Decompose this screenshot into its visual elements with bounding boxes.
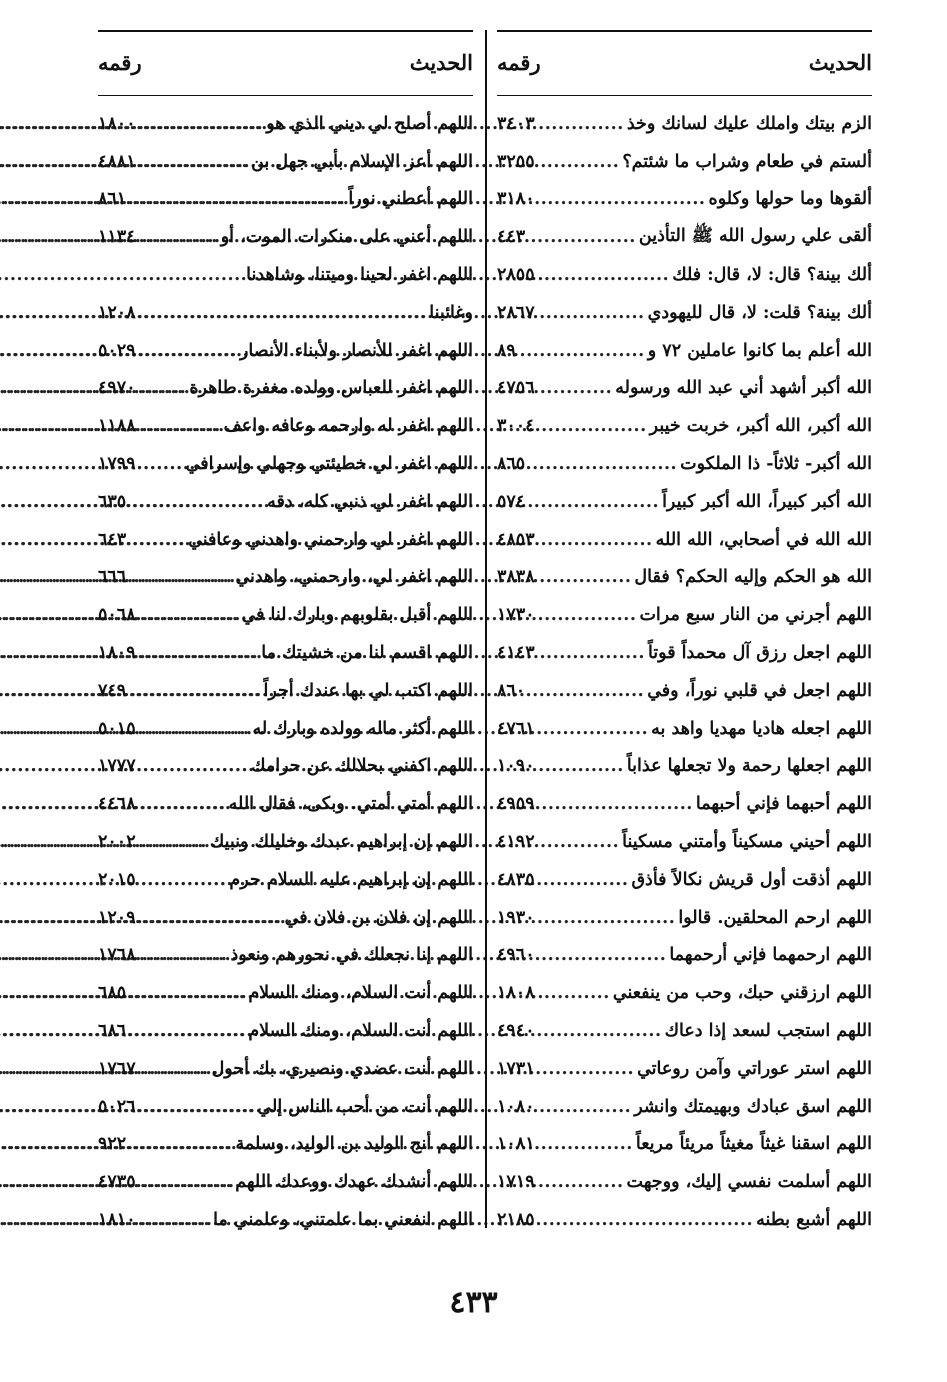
entry-number: ١١٣٤ (98, 227, 136, 248)
entry-number: ٨٩ (497, 340, 516, 361)
entry-number: ٦٨٦ (98, 1021, 127, 1042)
leader-dots (538, 1134, 633, 1154)
index-entry (98, 521, 473, 559)
entry-number: ١٧٣٠ (497, 605, 535, 626)
index-entry (98, 559, 473, 597)
index-entry (497, 861, 872, 899)
entry-number: ٤١٩٢ (497, 832, 535, 853)
entry-number: ١٧٧٧ (98, 756, 136, 777)
entry-number: ٨٦١ (98, 189, 127, 210)
index-entry (497, 785, 872, 823)
index-entry (98, 672, 473, 710)
leader-dots (519, 341, 645, 361)
entry-text: اللهم أعني على منكرات الموت، أو (220, 227, 473, 248)
entry-text: اللهم اقسم لنا من خشيتك ما (261, 643, 473, 664)
entry-number: ٢٨٦٧ (497, 302, 535, 323)
entry-text: الزم بيتك واملك عليك لسانك وخذ (626, 113, 872, 134)
entry-text: اللهم أمتي أمتي. وبكى، فقال الله (228, 794, 473, 815)
entry-text: اللهم إن إبراهيم عبدك وخليلك ونبيك (209, 832, 473, 853)
index-entry (98, 748, 473, 786)
index-entry (497, 937, 872, 975)
index-entry (98, 181, 473, 219)
entry-text: ألك بينة؟ قلت: لا، قال لليهودي (647, 302, 872, 323)
index-entry (98, 596, 473, 634)
leader-dots (139, 832, 207, 852)
entry-text: ألك بينة؟ قال: لا، قال: فلك (672, 265, 872, 286)
entry-number: ٣٢٥٥ (497, 151, 535, 172)
entry-number: ٤١٤٣ (497, 643, 535, 664)
leader-dots (139, 945, 228, 965)
entry-text: اللهم ارحم المحلقين. قالوا (678, 907, 872, 928)
leader-dots (139, 152, 248, 172)
leader-dots (538, 1210, 753, 1230)
leader-dots (538, 189, 706, 209)
column-divider (485, 30, 487, 1228)
leader-dots (139, 1210, 210, 1230)
entry-number: ٨٦٠ (497, 680, 526, 701)
entry-number: ٤٩٥٩ (497, 794, 535, 815)
entry-text: اللهم أنت من أحب الناس إلي (257, 1096, 473, 1117)
index-entry (497, 1163, 872, 1201)
entry-text: اللهم إن فلان بن فلان في (284, 907, 473, 928)
leader-dots (528, 492, 659, 512)
leader-dots (538, 1097, 632, 1117)
top-rule (98, 30, 473, 32)
entry-text: اللهم أنت السلام، ومنك السلام (248, 983, 473, 1004)
leader-dots (139, 643, 259, 663)
entry-number: ٤٨٥٣ (497, 529, 535, 550)
leader-dots (538, 378, 613, 398)
entry-number: ١٢٠٨ (98, 302, 136, 323)
leader-dots (538, 567, 632, 587)
leader-dots (139, 341, 237, 361)
index-entry (98, 218, 473, 256)
entry-number: ٢٨٥٥ (497, 265, 535, 286)
leader-dots (538, 719, 649, 739)
entry-text: الله أعلم بما كانوا عاملين ٧٢ و (647, 340, 872, 361)
header-hadith: الحديث (808, 49, 872, 75)
leader-dots (538, 794, 693, 814)
leader-dots (129, 983, 245, 1003)
entry-text: اللهم أعطني نوراً (348, 189, 473, 210)
entry-number: ٣٠٠٤ (497, 416, 535, 437)
entry-text: ألقى علي رسول الله ﷺ التأذين (638, 226, 872, 247)
page-number: ٤٣٣ (449, 1285, 498, 1320)
leader-dots (129, 189, 345, 209)
index-entry (98, 445, 473, 483)
leader-dots (538, 870, 629, 890)
index-entry (98, 823, 473, 861)
index-entry (98, 1088, 473, 1126)
entry-text: اللهم أسلمت نفسي إليك، ووجهت (626, 1172, 872, 1193)
entry-text: اللهم اكتب لي بها عندك أجراً (263, 680, 473, 701)
entry-text: اللهم اغفر لي وارحمني واهدني وعافني (188, 529, 473, 550)
entry-number: ١٨٠٠ (98, 113, 136, 134)
leader-dots (139, 454, 183, 474)
entry-text: اللهم إن إبراهيم عليه السلام حرم (229, 869, 473, 890)
entry-text: اللهم أقبل بقلوبهم وبارك لنا في (241, 605, 473, 626)
entry-text: اللهم أذقت أول قريش نكالاً فأذق (631, 869, 872, 890)
leader-dots (139, 1172, 233, 1192)
index-entry (98, 1163, 473, 1201)
entry-number: ٤٩٤٠ (497, 1021, 535, 1042)
entry-number: ٤٨٨١ (98, 151, 136, 172)
leader-dots (129, 681, 260, 701)
entry-text: اللهم انفعني بما علمتني، وعلمني ما (213, 1210, 473, 1230)
entry-number: ٨٦٥ (497, 454, 526, 475)
entry-text: الله أكبر- ثلاثاً- ذا الملكوت (680, 454, 872, 475)
entry-text: اللهم اغفر لي، وارحمني، واهدني (235, 567, 473, 588)
entry-number: ٤٧٦١ (497, 718, 535, 739)
entry-number: ١٠٨١ (497, 1134, 535, 1155)
entry-number: ٣٤٠٣ (497, 113, 535, 134)
entry-number: ٤٤٦٨ (98, 794, 136, 815)
index-entry (497, 294, 872, 332)
index-entry (497, 1201, 872, 1239)
index-entry (497, 974, 872, 1012)
entry-text: اللهم أنت السلام، ومنك السلام (248, 1021, 473, 1042)
index-entry (98, 1012, 473, 1050)
index-entry (497, 559, 872, 597)
index-entry (497, 1088, 872, 1126)
entry-text: اللهم أنج الوليد بن الوليد، وسلمة (235, 1134, 473, 1155)
index-entry (98, 294, 473, 332)
leader-dots (139, 1059, 209, 1079)
leader-dots (129, 492, 264, 512)
leader-dots (538, 265, 670, 285)
leader-dots (139, 908, 282, 928)
entry-number: ١٧٦٨ (98, 945, 136, 966)
header-rule (98, 95, 473, 96)
index-entry (497, 105, 872, 143)
entry-number: ١٨١٠ (98, 1210, 136, 1230)
entry-list (98, 105, 473, 1239)
index-entry (98, 1201, 473, 1239)
entry-text: اللهم أنشدك عهدك ووعدك اللهم (235, 1172, 473, 1193)
entry-number: ١٢٠٩ (98, 907, 136, 928)
index-entry (98, 785, 473, 823)
leader-dots (139, 756, 248, 776)
leader-dots (129, 1134, 232, 1154)
header-hadith: الحديث (409, 49, 473, 75)
entry-text: وغائبنا (429, 302, 473, 323)
leader-dots (538, 114, 624, 134)
entry-number: ١٩٣٠ (497, 907, 535, 928)
entry-number: ١٧١٩ (497, 1172, 535, 1193)
entry-text: اللهم اغفر لي خطيئتي وجهلي وإسرافي (185, 454, 473, 475)
entry-number: ١٧٣١ (497, 1058, 535, 1079)
leader-dots (538, 605, 637, 625)
leader-dots (538, 643, 645, 663)
leader-dots (139, 870, 227, 890)
leader-dots (139, 794, 226, 814)
leader-dots (538, 945, 667, 965)
index-entry (497, 672, 872, 710)
entry-text: الله أكبر كبيراً، الله أكبر كبيراً (662, 491, 872, 512)
entry-number: ٦٤٣ (98, 529, 127, 550)
entry-text: اللهم اغفر للأنصار ولأبناء الأنصار (239, 340, 473, 361)
leader-dots (528, 681, 644, 701)
entry-number: ١٧٦٧ (98, 1058, 136, 1079)
leader-dots (538, 530, 653, 550)
entry-number: ٤٨٣٥ (497, 869, 535, 890)
entry-number: ٥٠١٥ (98, 718, 136, 739)
entry-text: الله أكبر، الله أكبر، خربت خيبر (649, 416, 872, 437)
entry-text: اللهم اغفر لي ذنبي كله، دقه (267, 491, 473, 512)
entry-number: ٣٨٣٨ (497, 567, 535, 588)
index-entry (98, 710, 473, 748)
entry-text: اللهم أصلح لي ديني الذي هو (266, 113, 473, 134)
entry-text: اللهم أكثر ماله وولده وبارك له (252, 718, 473, 739)
index-entry (497, 710, 872, 748)
leader-dots (538, 1021, 662, 1041)
entry-number: ٤٩٦٠ (497, 945, 535, 966)
entry-number: ١٨٠٩ (98, 643, 136, 664)
index-entry (497, 332, 872, 370)
entry-text: اللهم اكفني بحلالك عن حرامك (251, 756, 473, 777)
index-entry (497, 407, 872, 445)
index-entry (497, 445, 872, 483)
entry-text: اللهم ارحمهما فإني أرحمهما (669, 945, 872, 966)
entry-text: الله أكبر أشهد أني عبد الله ورسوله (615, 378, 872, 399)
leader-dots (538, 756, 624, 776)
index-entry (98, 143, 473, 181)
entry-text: اللهم ارزقني حبك، وحب من ينفعني (612, 983, 872, 1004)
header-number: رقمه (98, 49, 142, 75)
entry-number: ٦٨٥ (98, 983, 127, 1004)
index-entry (497, 899, 872, 937)
entry-number: ٤٤٣ (497, 227, 526, 248)
entry-text: اللهم اجعله هاديا مهديا واهد به (651, 718, 872, 739)
entry-text: اللهم أنت عضدي ونصيري، بك أحول (211, 1058, 473, 1079)
entry-text: اللهم أحيني مسكيناً وأمتني مسكيناً (622, 832, 872, 853)
entry-text: ألستم في طعام وشراب ما شئتم؟ (622, 151, 872, 172)
entry-number: ٣١٨٠ (497, 189, 535, 210)
index-entry (98, 256, 473, 294)
entry-text: اللهم استجب لسعد إذا دعاك (664, 1021, 872, 1042)
leader-dots (538, 303, 645, 323)
index-entry (98, 634, 473, 672)
entry-text: ألقوها وما حولها وكلوه (708, 189, 872, 210)
leader-dots (139, 1097, 255, 1117)
entry-number: ٥٧٤ (497, 491, 526, 512)
leader-dots (538, 416, 647, 436)
index-entry (98, 1126, 473, 1164)
leader-dots (129, 530, 185, 550)
entry-number: ١٨٠٨ (497, 983, 535, 1004)
index-entry (98, 937, 473, 975)
entry-number: ٦٦٦ (98, 567, 127, 588)
entry-number: ٥٠٢٩ (98, 340, 136, 361)
index-entry (497, 181, 872, 219)
entry-text: اللهم أعز الإسلام بأبي جهل بن (251, 151, 473, 172)
leader-dots (538, 1172, 624, 1192)
entry-text: اللهم استر عوراتي وآمن روعاتي (637, 1058, 872, 1079)
entry-text: اللهم اجعل رزق آل محمداً قوتاً (647, 643, 872, 664)
index-entry (497, 521, 872, 559)
leader-dots (139, 605, 239, 625)
index-entry (98, 407, 473, 445)
entry-number: ٢١٨٥ (497, 1210, 535, 1230)
entry-number: ٤٧٥٦ (497, 378, 535, 399)
leader-dots (139, 114, 264, 134)
entry-text: اللهم أحبهما فإني أحبهما (695, 794, 872, 815)
entry-number: ١٠٩٠ (497, 756, 535, 777)
leader-dots (129, 1021, 245, 1041)
leader-dots (139, 303, 427, 323)
entry-text: اللهم إنا نجعلك في نحورهم ونعوذ (230, 945, 473, 966)
leader-dots (139, 416, 221, 436)
entry-text: اللهم اجعل في قلبي نوراً، وفي (647, 680, 872, 701)
leader-dots (139, 227, 218, 247)
leader-dots (139, 378, 187, 398)
index-entry (497, 1126, 872, 1164)
entry-number: ١١٨٨ (98, 416, 136, 437)
leader-dots (538, 983, 610, 1003)
entry-number: ٥٠٦٨ (98, 605, 136, 626)
entry-text: الله هو الحكم وإليه الحكم؟ فقال (634, 567, 872, 588)
leader-dots (129, 567, 232, 587)
top-rule (497, 30, 872, 32)
entry-text: اللهم اسقنا غيثاً مغيثاً مريئاً مريعاً (635, 1134, 872, 1155)
index-entry (98, 105, 473, 143)
index-entry (497, 823, 872, 861)
entry-number: ٩٢٢ (98, 1134, 127, 1155)
column-header (497, 42, 872, 82)
leader-dots (528, 227, 636, 247)
index-entry (497, 748, 872, 786)
leader-dots (538, 152, 620, 172)
index-entry (497, 483, 872, 521)
entry-number: ٥٠٢٦ (98, 1096, 136, 1117)
entry-list (497, 105, 872, 1239)
entry-number: ٤٧٣٥ (98, 1172, 136, 1193)
leader-dots (538, 832, 620, 852)
index-entry (98, 974, 473, 1012)
entry-text: الله الله في أصحابي، الله الله (655, 529, 872, 550)
header-number: رقمه (497, 49, 541, 75)
entry-text: اللهم اغفر لحينا وميتنا، وشاهدنا (246, 265, 473, 286)
entry-text: اللهم اغفر للعباس وولده مغفرة طاهرة (189, 378, 473, 399)
leader-dots (538, 908, 676, 928)
index-entry (98, 370, 473, 408)
index-entry (98, 483, 473, 521)
entry-number: ٧٤٩ (98, 680, 127, 701)
entry-text: اللهم أشبع بطنه (756, 1210, 872, 1230)
index-entry (497, 143, 872, 181)
entry-text: اللهم أجرني من النار سبع مرات (639, 605, 872, 626)
leader-dots (528, 454, 677, 474)
entry-number: ١٧٩٩ (98, 454, 136, 475)
index-entry (497, 1050, 872, 1088)
entry-number: ١٠٨٠ (497, 1096, 535, 1117)
entry-number: ٦٣٥ (98, 491, 127, 512)
index-entry (497, 218, 872, 256)
entry-text: اللهم اغفر له وارحمه وعافه واعف (223, 416, 473, 437)
entry-text: اللهم اجعلها رحمة ولا تجعلها عذاباً (626, 756, 872, 777)
leader-dots (139, 719, 250, 739)
entry-text: اللهم اسق عبادك وبهيمتك وانشر (634, 1096, 872, 1117)
column-header (98, 42, 473, 82)
index-entry (497, 370, 872, 408)
header-rule (497, 95, 872, 96)
entry-number: ٢٠٠٢ (98, 832, 136, 853)
index-entry (497, 634, 872, 672)
entry-number: ٤٩٧٠ (98, 378, 136, 399)
entry-number: ٢٠١٥ (98, 869, 136, 890)
leader-dots (538, 1059, 634, 1079)
index-entry (98, 1050, 473, 1088)
index-entry (98, 332, 473, 370)
index-entry (497, 1012, 872, 1050)
index-entry (98, 899, 473, 937)
index-entry (497, 596, 872, 634)
index-entry (497, 256, 872, 294)
index-entry (98, 861, 473, 899)
